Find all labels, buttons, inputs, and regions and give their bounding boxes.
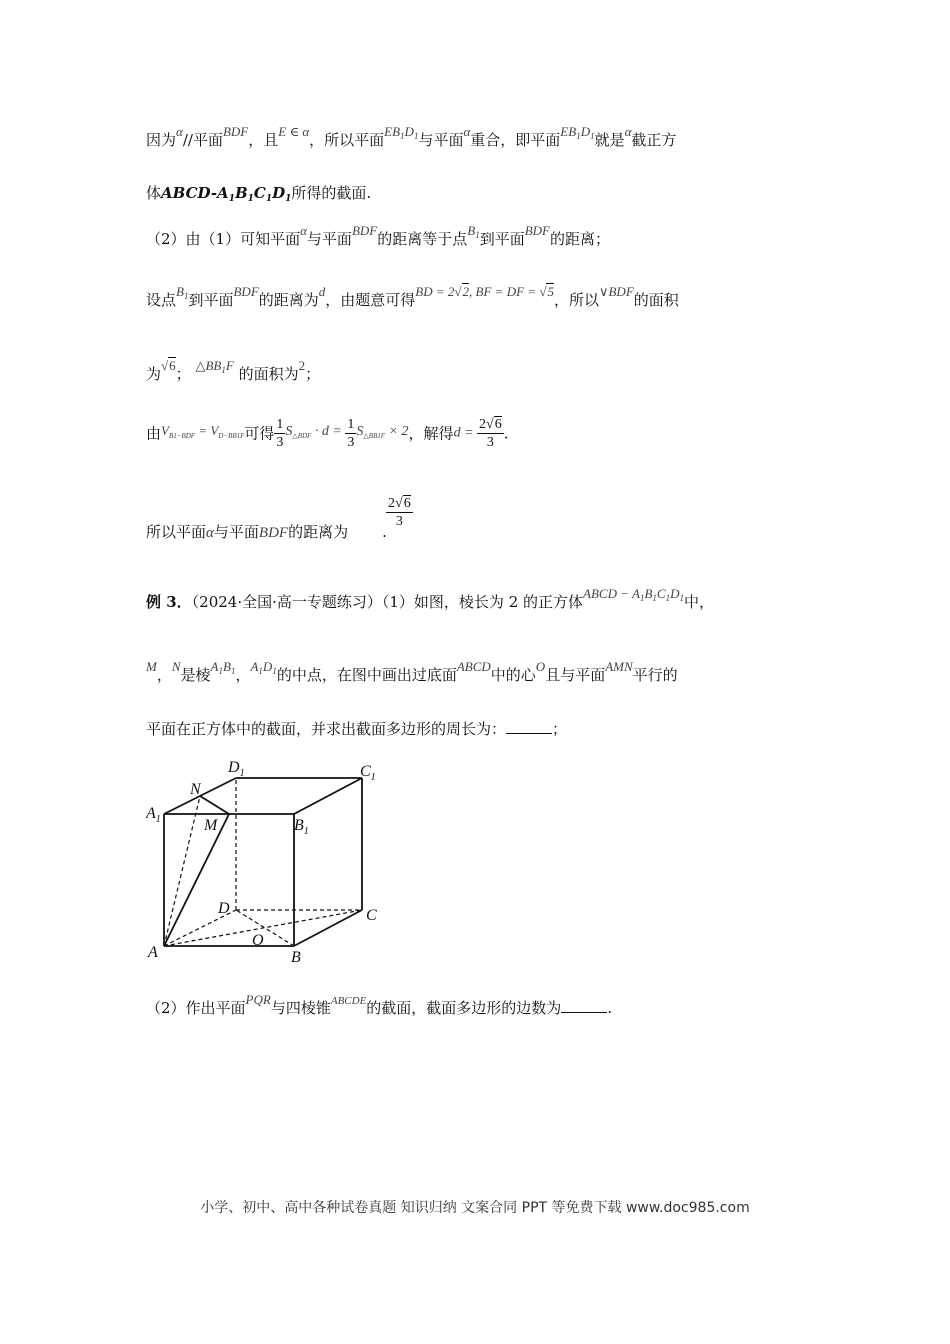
- radicand: 6: [403, 496, 411, 511]
- m: D: [404, 124, 414, 139]
- text-line-2: [146, 183, 371, 209]
- label-n: N: [190, 781, 201, 798]
- m: A: [210, 659, 219, 674]
- text: 与平面: [306, 230, 352, 248]
- cube-name: [161, 184, 291, 202]
- m: BD = 2: [415, 284, 455, 299]
- sub: 1: [285, 194, 292, 204]
- m: B: [234, 184, 248, 202]
- text: .: [607, 999, 613, 1017]
- math-eb1d1: [384, 124, 418, 139]
- text-line-11: [146, 992, 613, 1020]
- math-o: O: [535, 659, 546, 674]
- radicand: 5: [547, 284, 554, 299]
- text-line-10: [146, 719, 567, 739]
- sqrt: √6: [486, 417, 502, 432]
- text: 由: [146, 424, 162, 443]
- label-a1: $A_1$: [146, 805, 161, 825]
- math-m: M: [146, 659, 157, 674]
- text: 因为: [146, 131, 177, 149]
- fraction-distance: [386, 495, 413, 530]
- m: △BB: [195, 358, 222, 373]
- text: 为: [146, 365, 162, 383]
- radicand: 6: [494, 417, 502, 432]
- label-d: D: [218, 900, 230, 917]
- text: 中，: [683, 593, 714, 611]
- text: （2024·全国·高一专题练习）（1）如图，棱长为 2 的正方体: [191, 593, 584, 611]
- text: 所得的截面.: [291, 184, 372, 202]
- label-c1: $C_1$: [360, 763, 376, 783]
- m: B: [176, 284, 184, 299]
- radicand: 2: [462, 284, 470, 299]
- text: 的面积: [633, 291, 679, 309]
- text: 的面积为: [238, 365, 299, 383]
- math-pqr: PQR: [245, 992, 271, 1007]
- sub: △BDF: [292, 431, 312, 440]
- text: 重合，即平面: [470, 131, 561, 149]
- label-a: A: [148, 944, 158, 961]
- text: 的距离为: [288, 523, 349, 541]
- text: 中的心: [490, 666, 536, 684]
- math-lengths: [415, 284, 554, 299]
- m: = V: [195, 423, 219, 438]
- sub: 1: [183, 291, 189, 301]
- text: ，且: [248, 131, 279, 149]
- math-triangle-bdf: ∨BDF: [598, 284, 634, 299]
- math-bdf: BDF: [233, 284, 259, 299]
- text: ，所以平面: [309, 131, 385, 149]
- sub: 1: [400, 131, 405, 141]
- denominator: 3: [276, 435, 284, 450]
- math-a1d1: [250, 659, 276, 674]
- text: 的距离为: [258, 291, 319, 309]
- text-line-4: [146, 284, 679, 315]
- sub: 1: [230, 666, 236, 676]
- text-line-8: [146, 586, 714, 617]
- m: D: [272, 184, 286, 202]
- hidden-diagonal-b-d: [236, 910, 294, 946]
- math-b1: [467, 223, 479, 238]
- math-n: N: [171, 659, 181, 674]
- edge-b1-c1: [294, 778, 362, 814]
- sub: 1: [652, 593, 657, 603]
- m: S: [285, 423, 293, 439]
- radicand: 6: [169, 358, 176, 373]
- sqrt: √5: [539, 284, 554, 299]
- denominator: 3: [486, 435, 494, 450]
- math-triangle-bb1f: [195, 358, 233, 373]
- m: 2: [388, 496, 395, 511]
- text: 的中点，在图中画出过底面: [276, 666, 457, 684]
- text-line-7b: [146, 522, 387, 543]
- m: C: [656, 586, 666, 601]
- m: B: [644, 586, 653, 601]
- math-e-in-alpha: E ∈ α: [278, 124, 310, 139]
- edge-b-c: [294, 910, 362, 946]
- text: 的距离；: [549, 230, 610, 248]
- denominator: 3: [395, 514, 403, 529]
- math-volume-eq: [161, 423, 244, 438]
- math-bdf: BDF: [258, 525, 289, 541]
- text: ，所以: [553, 291, 599, 309]
- math-alpha: α: [300, 223, 307, 238]
- sub: 1: [475, 230, 480, 240]
- sub: 1: [576, 131, 581, 141]
- sqrt: √2: [454, 284, 470, 299]
- example-label: 例 3．: [146, 593, 192, 611]
- fraction-result: [477, 416, 504, 451]
- m: · d =: [311, 423, 346, 439]
- m: F: [225, 358, 234, 373]
- math-amn: AMN: [605, 659, 633, 674]
- m: ABCD-A: [161, 184, 229, 202]
- math-eb1d1: [560, 124, 594, 139]
- numerator: 1: [276, 417, 284, 432]
- denominator: 3: [347, 435, 355, 450]
- text: （2）作出平面: [146, 999, 246, 1017]
- math-sqrt6: √6: [161, 358, 176, 373]
- text: 平行的: [632, 666, 678, 684]
- m: , BF = DF =: [469, 284, 540, 299]
- text: 与四棱锥: [270, 999, 331, 1017]
- cube-figure: [146, 756, 396, 968]
- page-footer: 小学、初中、高中各种试卷真题 知识归纳 文案合同 PPT 等免费下载 www.doc985.com: [200, 1200, 750, 1216]
- math-a1b1: [211, 659, 236, 674]
- sub: 1: [228, 194, 235, 204]
- sub: 1: [221, 365, 226, 375]
- sub: 1: [265, 194, 273, 204]
- label-c: C: [366, 907, 377, 924]
- numerator: [477, 416, 504, 434]
- m: 2: [479, 417, 487, 432]
- answer-blank: [561, 998, 607, 1013]
- segment-n-m: [200, 796, 229, 814]
- sqrt: √6: [395, 496, 411, 511]
- text: 且与平面: [545, 666, 606, 684]
- text-line-3: [146, 223, 610, 254]
- text: ，由题意可得: [325, 291, 416, 309]
- m: V: [161, 423, 169, 438]
- math-alpha: α: [463, 124, 471, 139]
- text: 平面在正方体中的截面，并求出截面多边形的周长为：: [146, 720, 507, 738]
- text: 到平面: [479, 230, 525, 248]
- text: ；: [175, 365, 191, 383]
- text: 是棱: [180, 666, 211, 684]
- segment-a-m: [164, 814, 229, 946]
- math-b1: [176, 284, 188, 299]
- math-bdf: BDF: [524, 223, 550, 238]
- text-line-1: [146, 124, 677, 155]
- label-o: O: [252, 932, 264, 949]
- sub: 1: [413, 131, 419, 141]
- m: EB: [384, 124, 401, 139]
- sub: 1: [247, 194, 254, 204]
- text-line-6: [146, 416, 508, 451]
- sub: 1: [639, 593, 645, 603]
- text: 与平面: [418, 131, 464, 149]
- text: 体: [146, 184, 162, 202]
- math-alpha: α: [176, 124, 183, 139]
- m: C: [253, 184, 266, 202]
- label-b: B: [291, 949, 301, 966]
- label-m: M: [204, 817, 218, 834]
- m: D: [670, 586, 680, 601]
- math-two: 2: [298, 358, 306, 373]
- math-bdf: BDF: [351, 223, 378, 238]
- text: .: [382, 523, 387, 541]
- m: B: [467, 223, 476, 238]
- m: × 2: [385, 423, 409, 439]
- text: 的截面，截面多边形的边数为: [366, 999, 562, 1017]
- label-b1: $B_1$: [294, 817, 309, 837]
- m: D: [580, 124, 591, 139]
- sub: △BB1F: [363, 431, 386, 440]
- sub: 1: [679, 593, 684, 603]
- math-area-eq-2: [356, 424, 408, 439]
- text: 的距离等于点: [377, 230, 468, 248]
- sub: D−BB1F: [218, 432, 245, 440]
- fraction-one-third: [274, 416, 285, 451]
- numerator: 1: [347, 417, 355, 432]
- text: .: [503, 424, 509, 443]
- text: 到平面: [188, 291, 234, 309]
- text-line-9: [146, 659, 678, 690]
- text: ，解得: [408, 424, 454, 443]
- text: 截正方: [631, 131, 677, 149]
- text: ；: [552, 720, 568, 738]
- math-abcd: ABCD: [456, 659, 491, 674]
- m: D: [262, 659, 273, 674]
- text: 设点: [146, 291, 177, 309]
- sub: 1: [665, 593, 671, 603]
- math-d: d: [318, 284, 326, 299]
- m: ABCD − A: [583, 586, 640, 601]
- text: 与平面: [213, 523, 259, 541]
- m: A: [250, 659, 259, 674]
- math-d-eq: d =: [453, 425, 478, 441]
- text: （2）由（1）可知平面: [146, 230, 301, 248]
- text-line-5: [146, 358, 321, 389]
- math-area-eq: [285, 424, 345, 439]
- sub: B1−BDF: [168, 432, 196, 440]
- math-alpha: α: [624, 124, 632, 139]
- text: ；: [305, 365, 321, 383]
- text: ，: [235, 666, 251, 684]
- fraction-one-third: [345, 416, 356, 451]
- sub: 1: [272, 666, 277, 676]
- text: ，: [156, 666, 172, 684]
- text: 可得: [244, 424, 275, 443]
- numerator: [386, 495, 413, 513]
- m: EB: [560, 124, 577, 139]
- hidden-segment-a-n: [164, 796, 200, 946]
- answer-blank: [506, 719, 552, 734]
- text: 所以平面: [146, 523, 207, 541]
- text: 就是: [594, 131, 625, 149]
- math-cube: [583, 586, 684, 601]
- label-d1: $D_1$: [228, 759, 245, 779]
- sub: 1: [218, 666, 223, 676]
- text: //平面: [182, 131, 223, 149]
- sub: 1: [590, 131, 595, 141]
- sub: 1: [258, 666, 263, 676]
- m: B: [223, 659, 231, 674]
- math-alpha: α: [206, 525, 214, 541]
- m: S: [356, 423, 364, 439]
- math-abcde: ABCDE: [330, 995, 367, 1007]
- math-bdf: BDF: [222, 124, 249, 139]
